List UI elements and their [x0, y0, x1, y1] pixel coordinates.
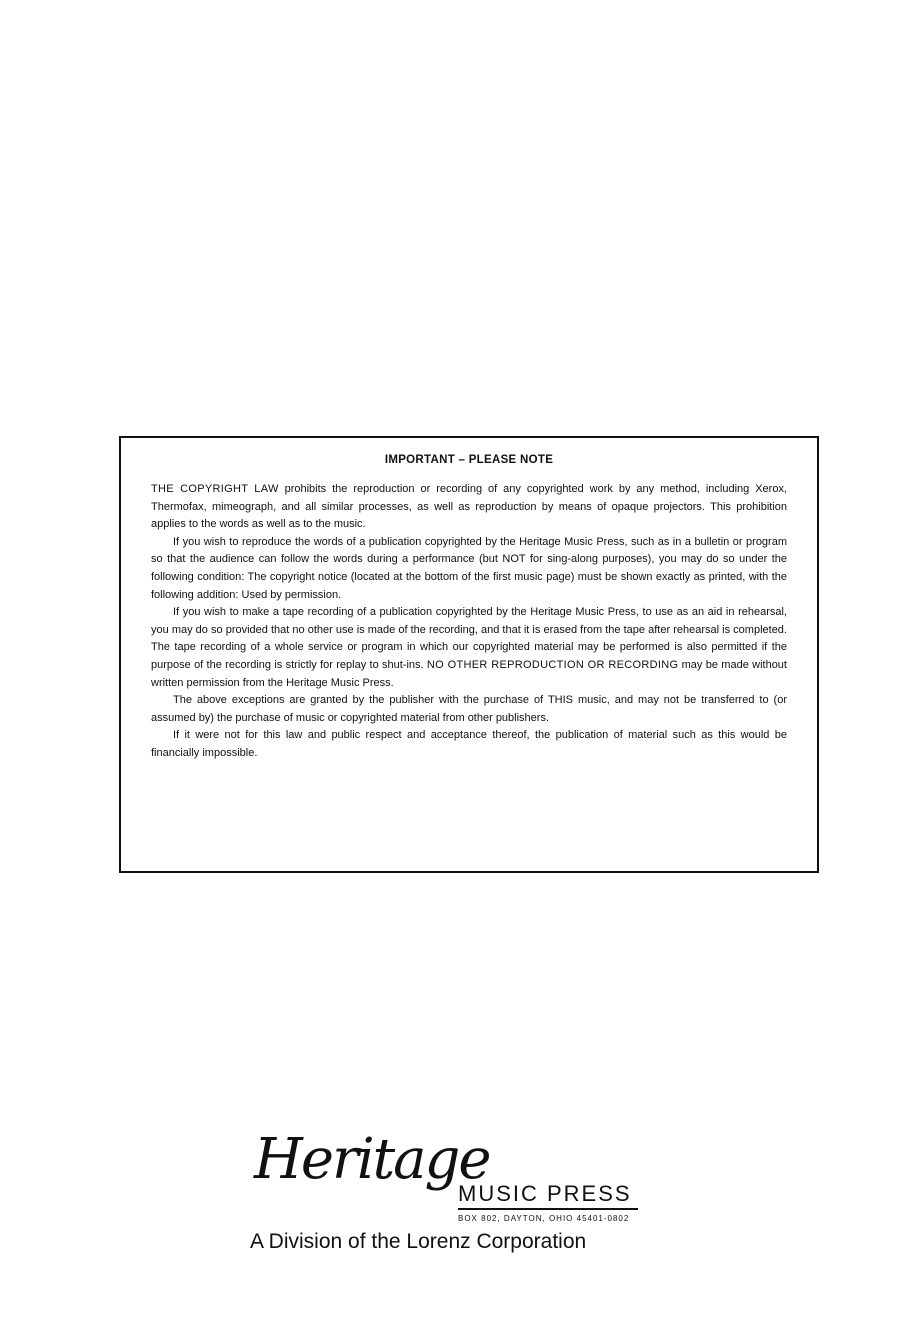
notice-paragraph-3: [151, 604, 787, 692]
notice-title: IMPORTANT – PLEASE NOTE: [384, 454, 554, 466]
notice-paragraph-3-text-b: may be made without written permission from the Heritage Music Press.: [151, 658, 787, 689]
notice-paragraph-2-not: NOT: [502, 553, 526, 566]
notice-paragraph-2-text-b: for sing-along purposes), you may do so under the following condition: The copyright notice (located at the bottom of the first music page) must be shown exactly as printed, with the following addition: Used by permission.: [151, 553, 787, 601]
copyright-notice-box: [119, 436, 819, 873]
heritage-logo-word: Heritage: [254, 1127, 490, 1192]
notice-paragraph-4-text-b: music, and may not be transferred to (or assumed by) the purchase of music or copyrighted material from other publishers.: [151, 694, 787, 724]
publisher-logo: [250, 1127, 650, 1263]
notice-paragraph-4-this: THIS: [547, 694, 574, 707]
notice-paragraph-4: [151, 692, 787, 727]
notice-paragraph-4-text-a: The above exceptions are granted by the publisher with the purchase of: [173, 694, 548, 707]
notice-paragraph-5: If it were not for this law and public respect and acceptance thereof, the publication of material such as this would be financially impossible.: [151, 729, 787, 759]
notice-paragraph-2-text-a: If you wish to reproduce the words of a publication copyrighted by the Heritage Music Press, such as in a bulletin or program so that the audience can follow the words during a performance (but: [151, 535, 787, 566]
logo-divider: [458, 1208, 638, 1210]
notice-paragraph-2: [151, 534, 787, 604]
no-other-reproduction-heading: NO OTHER REPRODUCTION OR RECORDING: [426, 658, 679, 671]
publisher-address: BOX 802, DAYTON, OHIO 45401-0802: [458, 1214, 630, 1223]
notice-paragraph-1: [151, 481, 787, 534]
music-press-label: MUSIC PRESS: [458, 1181, 632, 1206]
division-line: A Division of the Lorenz Corporation: [250, 1230, 587, 1253]
copyright-law-heading: THE COPYRIGHT LAW: [151, 483, 279, 495]
notice-paragraph-1-text: prohibits the reproduction or recording of any copyrighted work by any method, including Xerox, Thermofax, mimeograph, and all similar processes, as well as reproduction by means of opaque projectors. This prohibition applies to the words as well as to the music.: [151, 483, 787, 531]
notice-paragraph-3-text-a: If you wish to make a tape recording of a publication copyrighted by the Heritage Music Press, to use as an aid in rehearsal, you may do so provided that no other use is made of the recording, and that it is erased from the tape after rehearsal is completed. The tape recording of a whole service or program in which our copyrighted material may be performed is also permitted if the purpose of the recording is strictly for replay to shut-ins.: [151, 606, 787, 671]
